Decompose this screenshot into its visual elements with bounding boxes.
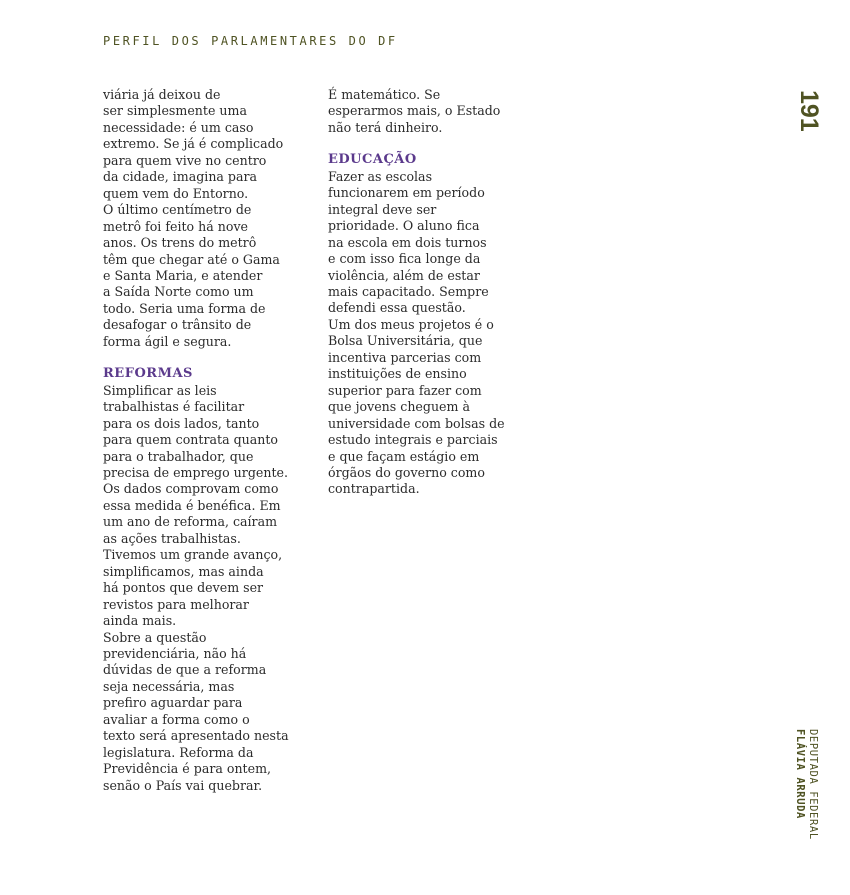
text-line: Os dados comprovam como [103,481,279,497]
text-line: órgãos do governo como [328,464,485,480]
text-line: precisa de emprego urgente. [103,464,288,480]
text-line: incentiva parcerias com [328,349,482,365]
text-line: Simplificar as leis [103,382,217,398]
text-line: funcionarem em período [328,185,485,201]
text-line: trabalhistas é facilitar [103,399,245,415]
text-line: da cidade, imagina para [103,169,258,185]
section-spacer [103,350,318,366]
text-line: há pontos que devem ser [103,580,264,596]
text-line: metrô foi feito há nove [103,218,249,234]
page-number: 191 [795,90,823,132]
text-line: revistos para melhorar [103,596,249,612]
text-line: prioridade. O aluno fica [328,218,480,234]
section-heading-educacao: EDUCAÇÃO [328,152,417,168]
text-line: legislatura. Reforma da [103,744,254,760]
text-line: e com isso fica longe da [328,251,481,267]
left-column [103,87,318,794]
text-line: seja necessária, mas [103,678,235,694]
text-line: viária já deixou de [103,87,221,102]
text-line: Sobre a questão [103,629,207,645]
text-line: universidade com bolsas de [328,415,505,431]
text-line: Tivemos um grande avanço, [103,547,283,563]
text-line: todo. Seria uma forma de [103,300,266,316]
text-line: instituições de ensino [328,366,467,382]
text-line: ainda mais. [103,613,177,629]
text-line: contrapartida. [328,481,420,497]
text-line: as ações trabalhistas. [103,530,241,546]
text-line: simplificamos, mas ainda [103,563,264,579]
text-line: violência, além de estar [328,267,480,283]
reformas-text [103,383,318,794]
text-line: extremo. Se já é complicado [103,136,284,152]
text-line: e que façam estágio em [328,448,480,464]
text-line: um ano de reforma, caíram [103,514,278,530]
text-line: necessidade: é um caso [103,119,254,135]
text-line: e Santa Maria, e atender [103,267,263,283]
text-line: essa medida é benéfica. Em [103,497,281,513]
text-line: O último centímetro de [103,202,252,218]
section-heading-reformas: REFORMAS [103,366,193,382]
text-line: ser simplesmente uma [103,103,247,119]
text-line: para o trabalhador, que [103,448,254,464]
text-line: para quem contrata quanto [103,432,279,448]
text-line: que jovens cheguem à [328,399,470,415]
sidebar-name: FLÁVIA ARRUDA [794,729,806,819]
text-line: Bolsa Universitária, que [328,333,483,349]
text-line: É matemático. Se [328,87,441,102]
text-line: anos. Os trens do metrô [103,235,257,251]
text-line: texto será apresentado nesta [103,728,289,744]
right-intro-text [328,87,553,136]
text-line: a Saída Norte como um [103,284,254,300]
text-line: quem vem do Entorno. [103,185,249,201]
text-line: para os dois lados, tanto [103,415,260,431]
text-line: Um dos meus projetos é o [328,316,494,332]
text-line: desafogar o trânsito de [103,317,252,333]
text-line: dúvidas de que a reforma [103,662,267,678]
educacao-text [328,169,553,498]
right-column [328,87,553,498]
text-line: prefiro aguardar para [103,695,243,711]
left-intro-text [103,87,318,350]
text-line: na escola em dois turnos [328,234,487,250]
text-line: esperarmos mais, o Estado [328,103,501,119]
text-line: mais capacitado. Sempre [328,283,489,299]
section-spacer [328,136,553,152]
text-line: não terá dinheiro. [328,119,443,135]
text-line: estudo integrais e parciais [328,432,498,448]
text-line: previdenciária, não há [103,645,247,661]
text-line: senão o País vai quebrar. [103,777,263,793]
text-line: defendi essa questão. [328,300,466,316]
running-header: PERFIL DOS PARLAMENTARES DO DF [103,34,398,48]
text-line: avaliar a forma como o [103,711,250,727]
text-line: superior para fazer com [328,382,482,398]
sidebar-role: DEPUTADA FEDERAL [807,729,819,840]
text-line: forma ágil e segura. [103,333,232,349]
text-line: integral deve ser [328,201,437,217]
text-line: têm que chegar até o Gama [103,251,280,267]
text-line: Previdência é para ontem, [103,761,272,777]
text-line: Fazer as escolas [328,168,433,184]
text-line: para quem vive no centro [103,152,267,168]
